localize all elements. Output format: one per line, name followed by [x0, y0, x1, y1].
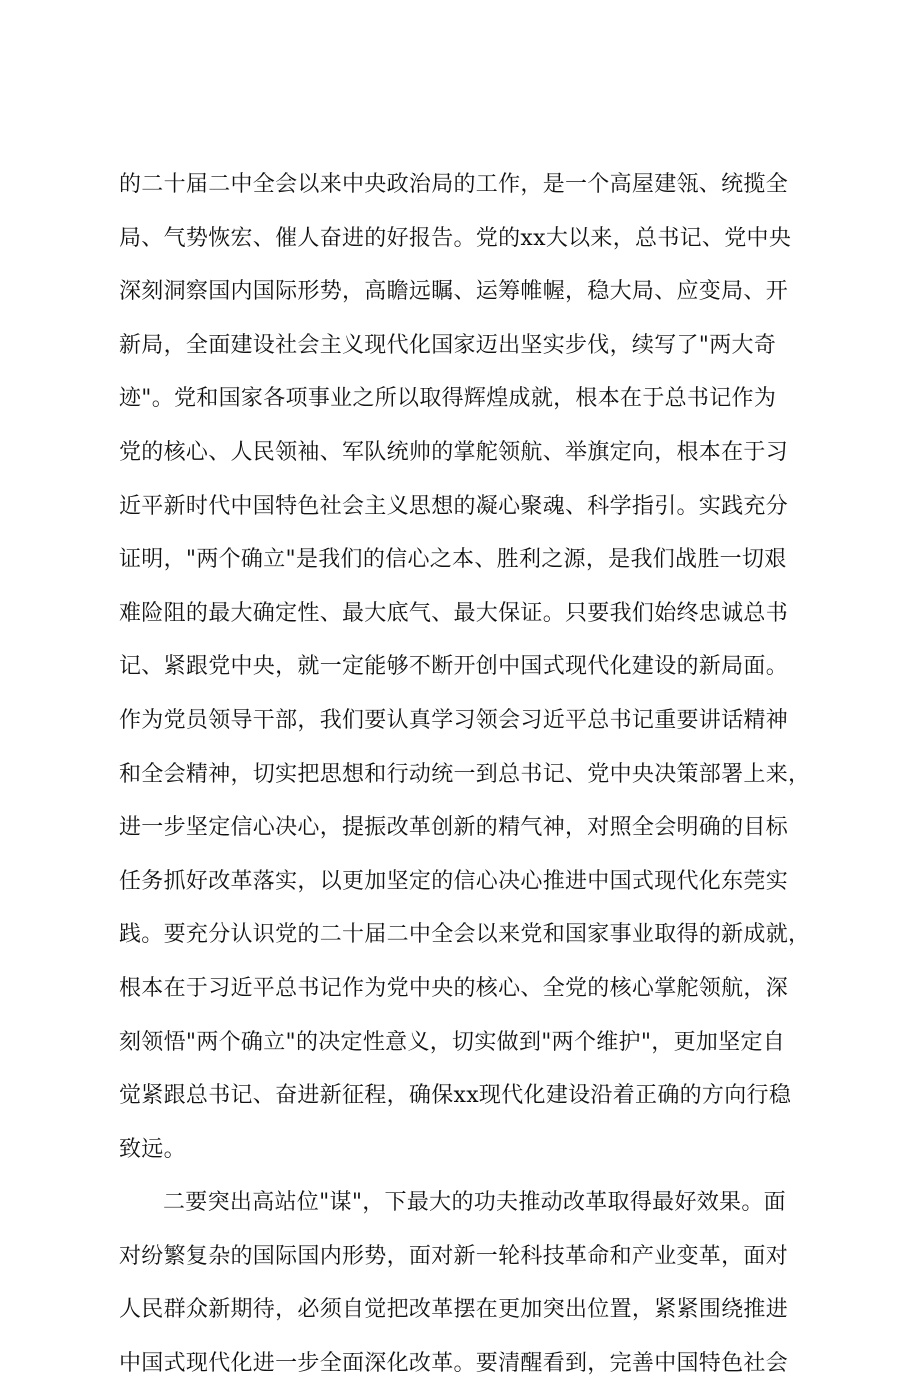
text-line: 近平新时代中国特色社会主义思想的凝心聚魂、科学指引。实践充分: [119, 493, 789, 519]
text-line: 人民群众新期待，必须自觉把改革摆在更加突出位置，紧紧围绕推进: [119, 1297, 789, 1323]
text-line: 刻领悟"两个确立"的决定性意义，切实做到"两个维护"，更加坚定自: [119, 1029, 786, 1055]
text-line: 进一步坚定信心决心，提振改革创新的精气神，对照全会明确的目标: [119, 815, 789, 841]
text-line: 难险阻的最大确定性、最大底气、最大保证。只要我们始终忠诚总书: [119, 600, 789, 626]
text-line: 迹"。党和国家各项事业之所以取得辉煌成就，根本在于总书记作为: [119, 386, 777, 412]
text-line: 中国式现代化进一步全面深化改革。要清醒看到，完善中国特色社会: [119, 1351, 789, 1377]
body-text: [119, 158, 815, 1391]
paragraph-2: [119, 1176, 815, 1390]
text-line: 觉紧跟总书记、奋进新征程，确保xx现代化建设沿着正确的方向行稳: [119, 1083, 792, 1109]
text-line: 二要突出高站位"谋"，下最大的功夫推动改革取得最好效果。面: [163, 1190, 786, 1216]
text-line: 局、气势恢宏、催人奋进的好报告。党的xx大以来，总书记、党中央: [119, 225, 792, 251]
paragraph-1: [119, 158, 815, 1176]
text-line: 和全会精神，切实把思想和行动统一到总书记、党中央决策部署上来，: [119, 761, 811, 787]
text-line: 对纷繁复杂的国际国内形势，面对新一轮科技革命和产业变革，面对: [119, 1243, 789, 1269]
text-line: 任务抓好改革落实，以更加坚定的信心决心推进中国式现代化东莞实: [119, 868, 789, 894]
text-line: 的二十届二中全会以来中央政治局的工作，是一个高屋建瓴、统揽全: [119, 172, 789, 197]
text-line: 深刻洞察国内国际形势，高瞻远瞩、运筹帷幄，稳大局、应变局、开: [119, 279, 789, 305]
text-line: 作为党员领导干部，我们要认真学习领会习近平总书记重要讲话精神: [119, 707, 789, 733]
text-line: 致远。: [119, 1136, 186, 1162]
text-line: 新局，全面建设社会主义现代化国家迈出坚实步伐，续写了"两大奇: [119, 332, 777, 358]
text-line: 党的核心、人民领袖、军队统帅的掌舵领航、举旗定向，根本在于习: [119, 439, 789, 465]
text-line: 根本在于习近平总书记作为党中央的核心、全党的核心掌舵领航，深: [119, 975, 789, 1001]
text-line: 证明，"两个确立"是我们的信心之本、胜利之源，是我们战胜一切艰: [119, 547, 787, 573]
text-line: 记、紧跟党中央，就一定能够不断开创中国式现代化建设的新局面。: [119, 654, 789, 680]
text-line: 践。要充分认识党的二十届二中全会以来党和国家事业取得的新成就，: [119, 922, 811, 948]
